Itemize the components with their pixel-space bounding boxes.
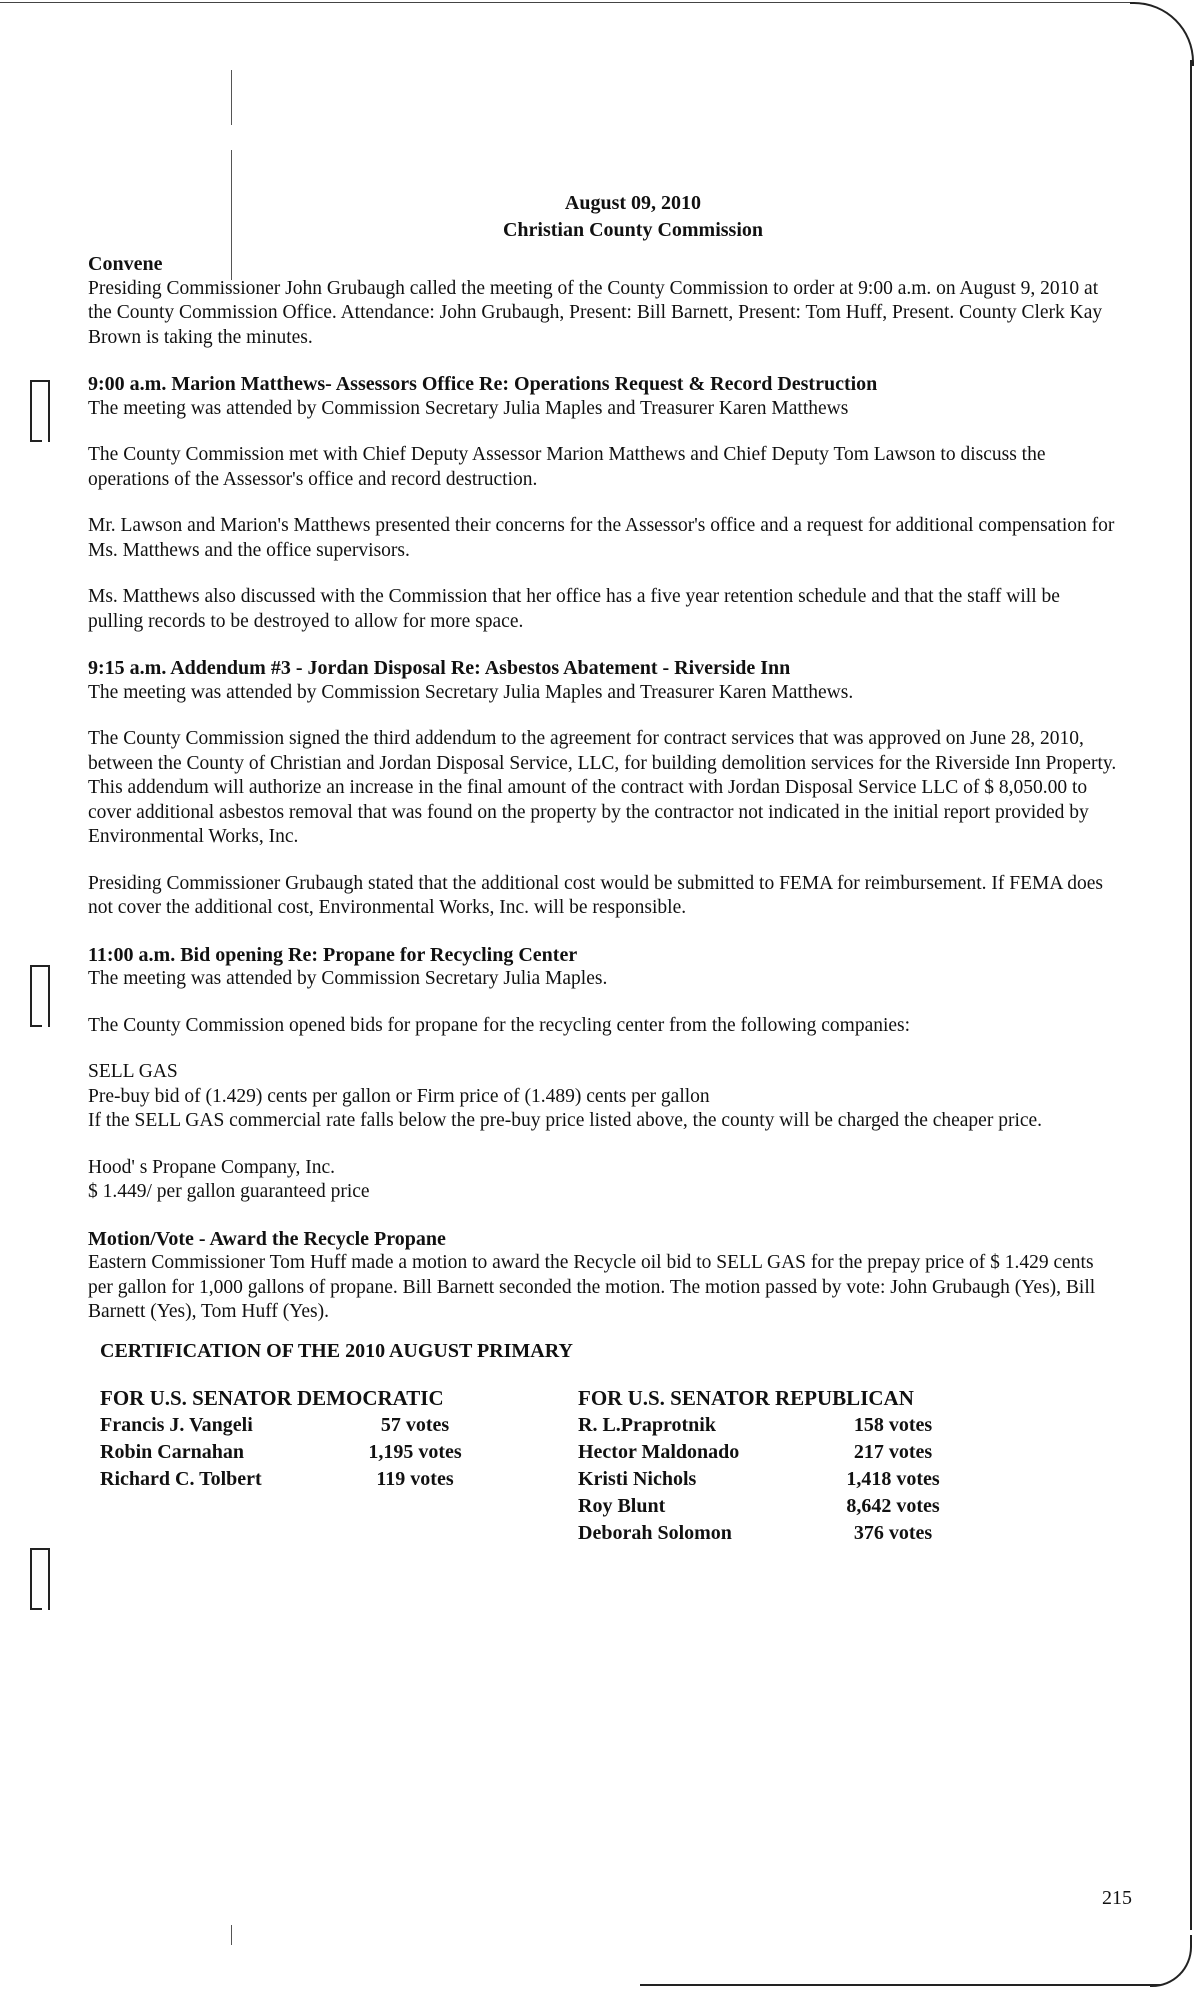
results-heading: FOR U.S. SENATOR REPUBLICAN: [578, 1386, 914, 1410]
paragraph: Presiding Commissioner John Grubaugh called the meeting of the County Commission to order at 9:00 a.m. on August 9, 2010 at the County Commission Office. Attendance: John Grubaugh, Present: Bill Barnett, Present: Tom Huff, Present. County Clerk Kay Brown is taking the minutes.: [88, 277, 1103, 348]
vote-count: 376 votes: [853, 1522, 933, 1544]
margin-tab: [30, 380, 50, 442]
vote-count: 1,418 votes: [846, 1468, 940, 1490]
paragraph: The County Commission signed the third addendum to the agreement for contract services that was approved on June 28, 2010, between the County of Christian and Jordan Disposal Service, LLC, for building demolition services for the Riverside Inn Property. This addendum will authorize an increase in the final amount of the contract with Jordan Disposal Service LLC of $ 8,050.00 to cover additional asbestos removal that was found on the property by the contractor not indicated in the initial report provided by Environmental Works, Inc.: [88, 728, 1117, 847]
paragraph: The meeting was attended by Commission Secretary Julia Maples and Treasurer Karen Matthews.: [88, 681, 854, 703]
bid-detail: $ 1.449/ per gallon guaranteed price: [88, 1181, 370, 1202]
section-assessor: [88, 372, 1118, 634]
vote-count: 57 votes: [380, 1414, 450, 1436]
section-heading: 9:00 a.m. Marion Matthews- Assessors Office Re: Operations Request & Record Destruction: [88, 373, 878, 395]
scan-mark: [231, 1925, 232, 1945]
candidate-name: Hector Maldonado: [578, 1441, 740, 1463]
democratic-results: [100, 1385, 578, 1547]
paragraph: The meeting was attended by Commission Secretary Julia Maples and Treasurer Karen Matthews: [88, 397, 849, 419]
section-heading: 9:15 a.m. Addendum #3 - Jordan Disposal Re: Asbestos Abatement - Riverside Inn: [88, 657, 791, 679]
section-motion: [88, 1227, 1118, 1325]
document-header: [148, 190, 1118, 244]
section-heading: 11:00 a.m. Bid opening Re: Propane for Recycling Center: [88, 943, 578, 966]
election-results: [100, 1385, 1118, 1547]
paragraph: Presiding Commissioner Grubaugh stated that the additional cost would be submitted to FEMA for reimbursement. If FEMA does not cover the additional cost, Environmental Works, Inc. will be responsible.: [88, 872, 1103, 918]
candidate-name: Richard C. Tolbert: [100, 1468, 262, 1490]
margin-tab: [30, 965, 50, 1027]
section-bid-opening: [88, 943, 1118, 1205]
paragraph: The County Commission opened bids for propane for the recycling center from the following companies:: [88, 1014, 911, 1036]
page-corner-curl: [1130, 2, 1194, 66]
document-body: [88, 190, 1118, 1547]
vote-count: 158 votes: [853, 1414, 933, 1436]
result-row: [100, 1466, 578, 1493]
section-heading: Motion/Vote - Award the Recycle Propane: [88, 1227, 446, 1250]
section-convene: [88, 252, 1118, 350]
section-addendum: [88, 656, 1118, 921]
page-border-right: [1190, 60, 1192, 1930]
certification-title: CERTIFICATION OF THE 2010 AUGUST PRIMARY: [100, 1339, 573, 1362]
candidate-name: Robin Carnahan: [100, 1441, 244, 1463]
bidder-name: Hood' s Propane Company, Inc.: [88, 1156, 336, 1178]
result-row: [578, 1493, 1056, 1520]
bidder-name: SELL GAS: [88, 1061, 178, 1082]
candidate-name: Deborah Solomon: [578, 1522, 732, 1544]
paragraph: Ms. Matthews also discussed with the Commission that her office has a five year retention schedule and that the staff will be pulling records to be destroyed to allow for more space.: [88, 586, 1060, 632]
bid-hoods-propane: [88, 1156, 1118, 1205]
section-heading: Convene: [88, 253, 163, 275]
page-corner-curl-bottom: [1150, 1935, 1192, 1987]
vote-count: 8,642 votes: [846, 1495, 940, 1517]
page-number: 215: [1102, 1887, 1132, 1909]
result-row: [578, 1412, 1056, 1439]
paragraph: Mr. Lawson and Marion's Matthews presented their concerns for the Assessor's office and a request for additional compensation for Ms. Matthews and the office supervisors.: [88, 515, 1115, 561]
result-row: [578, 1466, 1056, 1493]
result-row: [578, 1439, 1056, 1466]
paragraph: The County Commission met with Chief Deputy Assessor Marion Matthews and Chief Deputy Tom Lawson to discuss the operations of the Assessor's office and record destruction.: [88, 444, 1046, 490]
bid-detail: If the SELL GAS commercial rate falls below the pre-buy price listed above, the county will be charged the cheaper price.: [88, 1110, 1043, 1131]
scan-mark: [231, 70, 232, 125]
paragraph: The meeting was attended by Commission Secretary Julia Maples.: [88, 968, 608, 989]
page-border-top: [0, 2, 1130, 3]
republican-results: [578, 1385, 1056, 1547]
candidate-name: Francis J. Vangeli: [100, 1414, 253, 1436]
candidate-name: Kristi Nichols: [578, 1468, 697, 1490]
paragraph: Eastern Commissioner Tom Huff made a motion to award the Recycle oil bid to SELL GAS for the prepay price of $ 1.429 cents per gallon for 1,000 gallons of propane. Bill Barnett seconded the motion. The motion passed by vote: John Grubaugh (Yes), Bill Barnett (Yes), Tom Huff (Yes).: [88, 1252, 1096, 1322]
bid-detail: Pre-buy bid of (1.429) cents per gallon or Firm price of (1.489) cents per gallon: [88, 1085, 710, 1107]
result-row: [578, 1520, 1056, 1547]
result-row: [100, 1412, 578, 1439]
margin-tab: [30, 1548, 50, 1610]
results-heading: FOR U.S. SENATOR DEMOCRATIC: [100, 1386, 444, 1410]
vote-count: 217 votes: [853, 1441, 933, 1463]
vote-count: 1,195 votes: [368, 1441, 462, 1463]
document-title: Christian County Commission: [502, 219, 764, 241]
meeting-date: August 09, 2010: [564, 192, 702, 214]
vote-count: 119 votes: [376, 1468, 454, 1490]
bid-sell-gas: [88, 1060, 1118, 1134]
result-row: [100, 1439, 578, 1466]
page-border-bottom: [640, 1984, 1160, 1986]
candidate-name: R. L.Praprotnik: [578, 1414, 716, 1436]
candidate-name: Roy Blunt: [578, 1495, 666, 1517]
